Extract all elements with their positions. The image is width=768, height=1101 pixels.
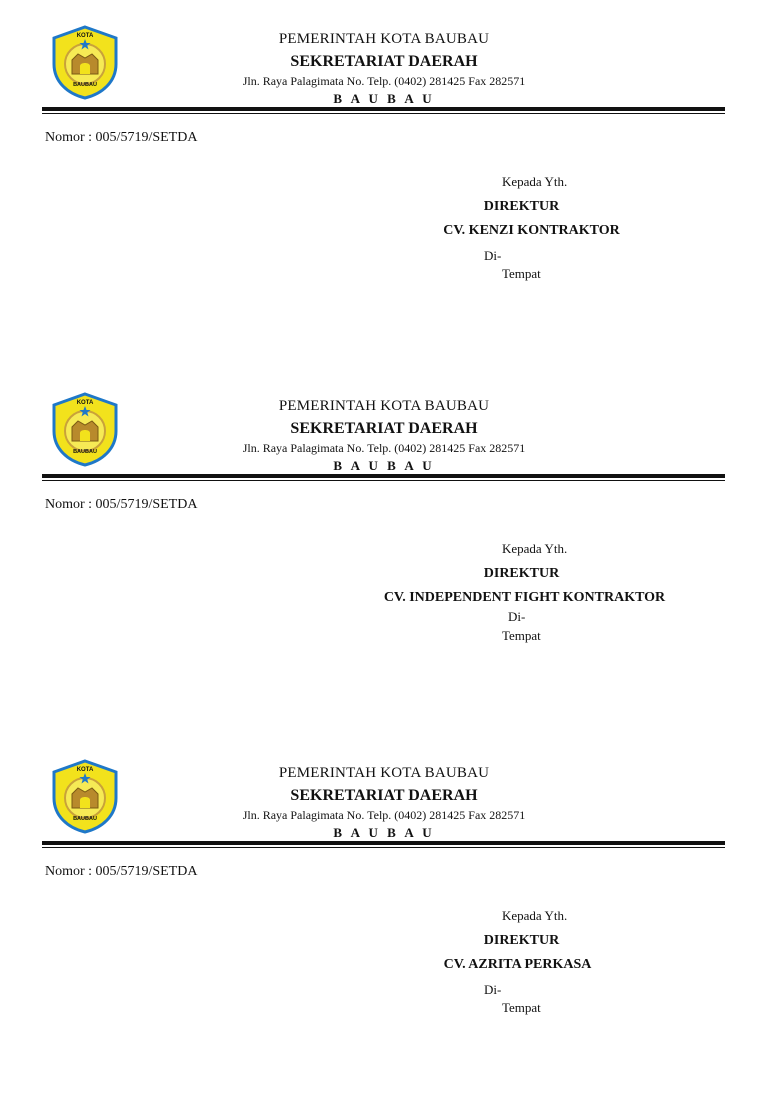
header-government: PEMERINTAH KOTA BAUBAU <box>278 398 490 414</box>
header-city: B A U B A U <box>333 91 435 106</box>
header-city: B A U B A U <box>333 458 435 473</box>
header-divider-thick <box>42 474 725 478</box>
header-divider-thin <box>42 113 725 114</box>
header-divider-thin <box>42 847 725 848</box>
recipient-salutation: Kepada Yth. <box>502 908 568 923</box>
recipient-salutation: Kepada Yth. <box>502 174 568 189</box>
recipient-di: Di- <box>508 609 526 624</box>
header-address: Jln. Raya Palagimata No. Telp. (0402) 281425 Fax 282571 <box>242 441 526 455</box>
header-office: SEKRETARIAT DAERAH <box>290 420 478 437</box>
recipient-place: Tempat <box>502 1000 541 1015</box>
header-government: PEMERINTAH KOTA BAUBAU <box>278 765 490 781</box>
recipient-place: Tempat <box>502 266 541 281</box>
header-address: Jln. Raya Palagimata No. Telp. (0402) 281425 Fax 282571 <box>242 74 526 88</box>
header-address: Jln. Raya Palagimata No. Telp. (0402) 281425 Fax 282571 <box>242 808 526 822</box>
header-divider-thick <box>42 841 725 845</box>
recipient-company: CV. AZRITA PERKASA <box>443 957 592 972</box>
recipient-di: Di- <box>484 248 502 263</box>
logo-bottom-text: BAUBAU <box>73 816 97 822</box>
header-office: SEKRETARIAT DAERAH <box>290 787 478 804</box>
recipient-title: DIREKTUR <box>483 566 560 581</box>
header-city: B A U B A U <box>333 825 435 840</box>
header-divider-thick <box>42 107 725 111</box>
recipient-company: CV. INDEPENDENT FIGHT KONTRAKTOR <box>383 590 666 605</box>
logo-top-text: KOTA <box>76 767 94 773</box>
recipient-title: DIREKTUR <box>483 933 560 948</box>
letter-number: Nomor : 005/5719/SETDA <box>45 864 198 879</box>
logo-bottom-text: BAUBAU <box>73 449 97 455</box>
header-government: PEMERINTAH KOTA BAUBAU <box>278 31 490 47</box>
envelope-label-3 <box>0 734 768 1101</box>
header-divider-thin <box>42 480 725 481</box>
recipient-company: CV. KENZI KONTRAKTOR <box>443 223 620 238</box>
envelope-label-2 <box>0 367 768 734</box>
recipient-di: Di- <box>484 982 502 997</box>
logo-top-text: KOTA <box>76 33 94 39</box>
letter-number: Nomor : 005/5719/SETDA <box>45 497 198 512</box>
letter-number: Nomor : 005/5719/SETDA <box>45 130 198 145</box>
logo-top-text: KOTA <box>76 400 94 406</box>
recipient-title: DIREKTUR <box>483 199 560 214</box>
logo-bottom-text: BAUBAU <box>73 82 97 88</box>
header-office: SEKRETARIAT DAERAH <box>290 53 478 70</box>
envelope-label-1 <box>0 0 768 367</box>
recipient-salutation: Kepada Yth. <box>502 541 568 556</box>
recipient-place: Tempat <box>502 628 541 643</box>
